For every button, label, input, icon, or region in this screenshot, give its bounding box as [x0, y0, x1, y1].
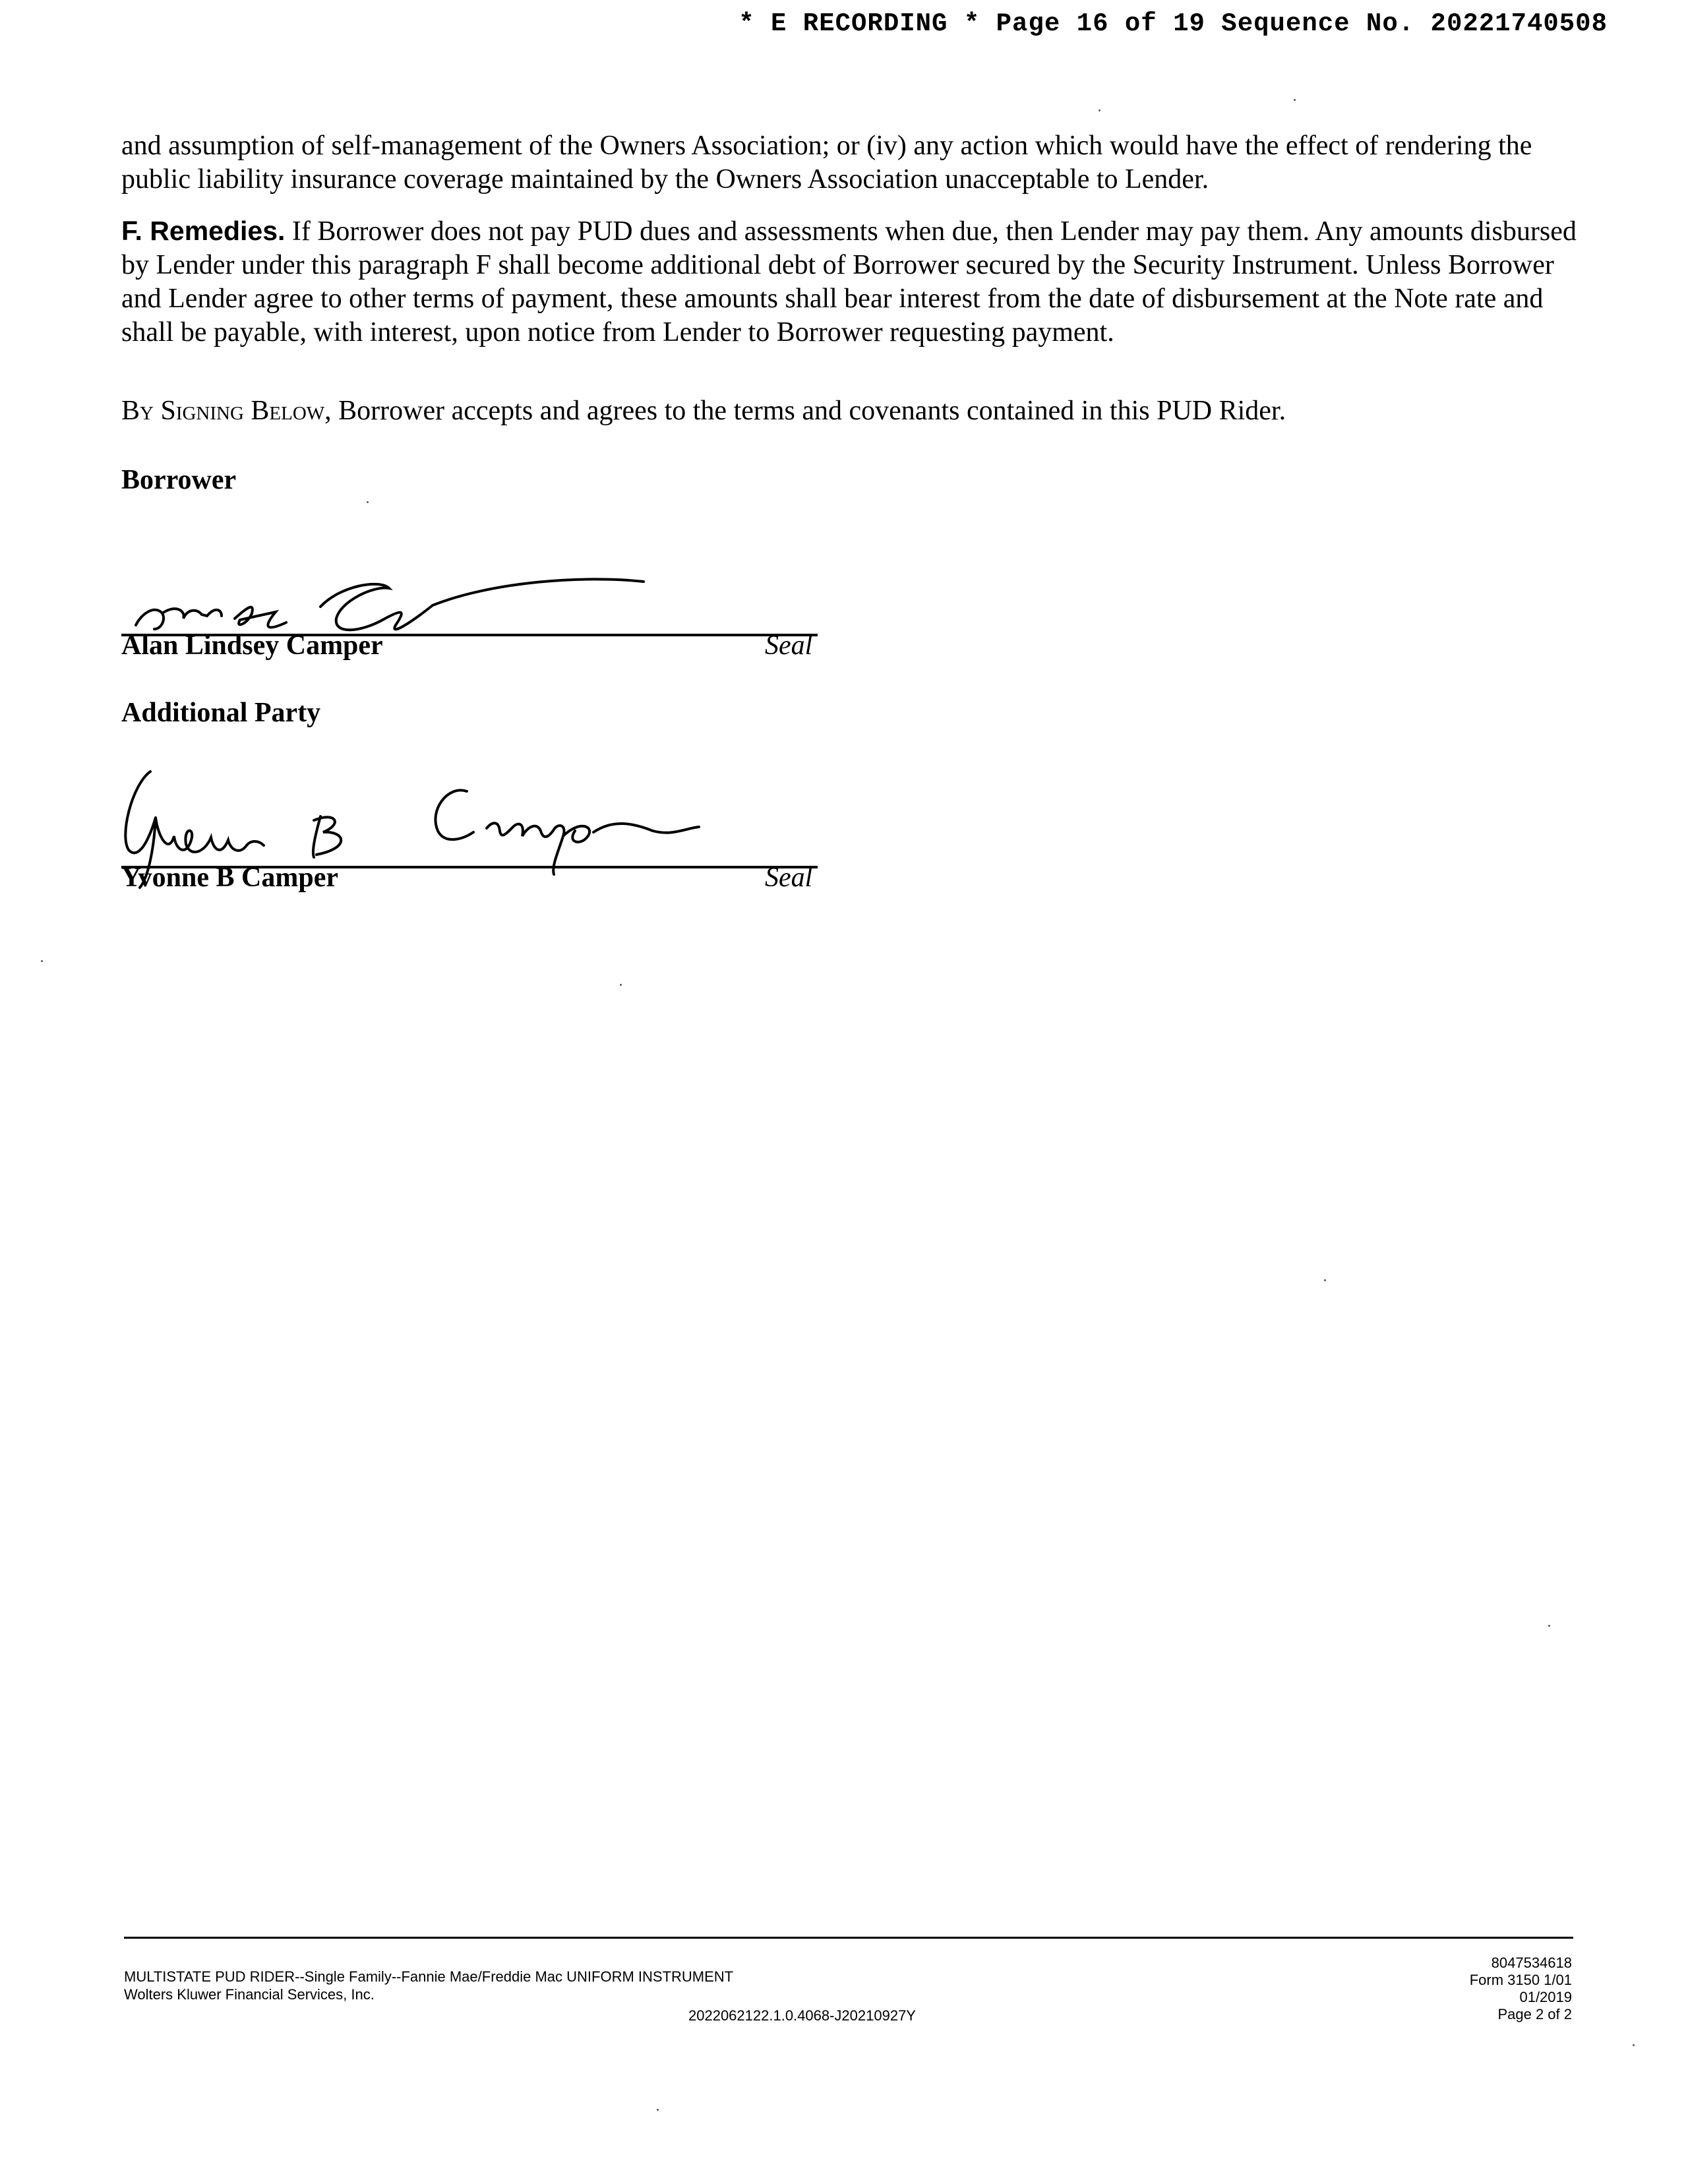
footer-page-number: Page 2 of 2 [1497, 2006, 1572, 2022]
footer-loan-number: 8047534618 [1491, 1955, 1572, 1971]
recording-stamp: * E RECORDING * Page 16 of 19 Sequence No. 20221740508 [738, 9, 1608, 38]
footer-form-title [124, 1968, 733, 2003]
footer-form-date: 01/2019 [1519, 1989, 1572, 2005]
scan-speck [1548, 1625, 1550, 1627]
paragraph-signing [121, 394, 1579, 428]
footer-form-title-line: MULTISTATE PUD RIDER--Single Family--Fannie Mae/Freddie Mac UNIFORM INSTRUMENT [124, 1968, 734, 1985]
additional-party-seal-label: Seal [765, 863, 813, 893]
additional-party-name: Yvonne B Camper [121, 863, 339, 893]
paragraph-continuation: and assumption of self-management of the Owners Association; or (iv) any action which would have the effect of rendering the public liability insurance coverage maintained by the Owners Association unacceptable to Lender. [121, 131, 1532, 195]
scan-speck [620, 984, 622, 986]
scan-speck [1324, 1279, 1326, 1281]
borrower-seal-label: Seal [765, 630, 813, 661]
scan-speck [657, 2109, 659, 2111]
borrower-name: Alan Lindsey Camper [121, 630, 383, 661]
footer-document-code: 2022062122.1.0.4068-J20210927Y [688, 2007, 916, 2024]
scan-speck [367, 501, 369, 503]
scan-speck [41, 960, 43, 962]
remedies-text: If Borrower does not pay PUD dues and assessments when due, then Lender may pay them. Any amounts disbursed by Lender under this paragraph F shall become additional debt of Borrower secured by the Security Instrument. Unless Borrower and Lender agree to other terms of payment, these amounts shall bear interest from the date of disbursement at the Note rate and shall be payable, with interest, upon notice from Lender to Borrower requesting payment. [121, 216, 1577, 348]
paragraph-remedies [121, 214, 1579, 349]
footer-rule [124, 1937, 1573, 1939]
signing-text: Borrower accepts and agrees to the terms and covenants contained in this PUD Rider. [331, 396, 1286, 426]
footer-form-info [1470, 1955, 1572, 2023]
scan-speck [1633, 2044, 1635, 2046]
scan-speck [1099, 109, 1100, 111]
scan-speck [1294, 99, 1296, 101]
borrower-label: Borrower [121, 465, 237, 495]
footer-publisher: Wolters Kluwer Financial Services, Inc. [124, 1986, 375, 2003]
remedies-heading: F. Remedies. [121, 216, 286, 246]
footer-form-number: Form 3150 1/01 [1469, 1972, 1572, 1988]
additional-party-label: Additional Party [121, 698, 321, 728]
signing-lead: By Signing Below, [121, 396, 332, 426]
